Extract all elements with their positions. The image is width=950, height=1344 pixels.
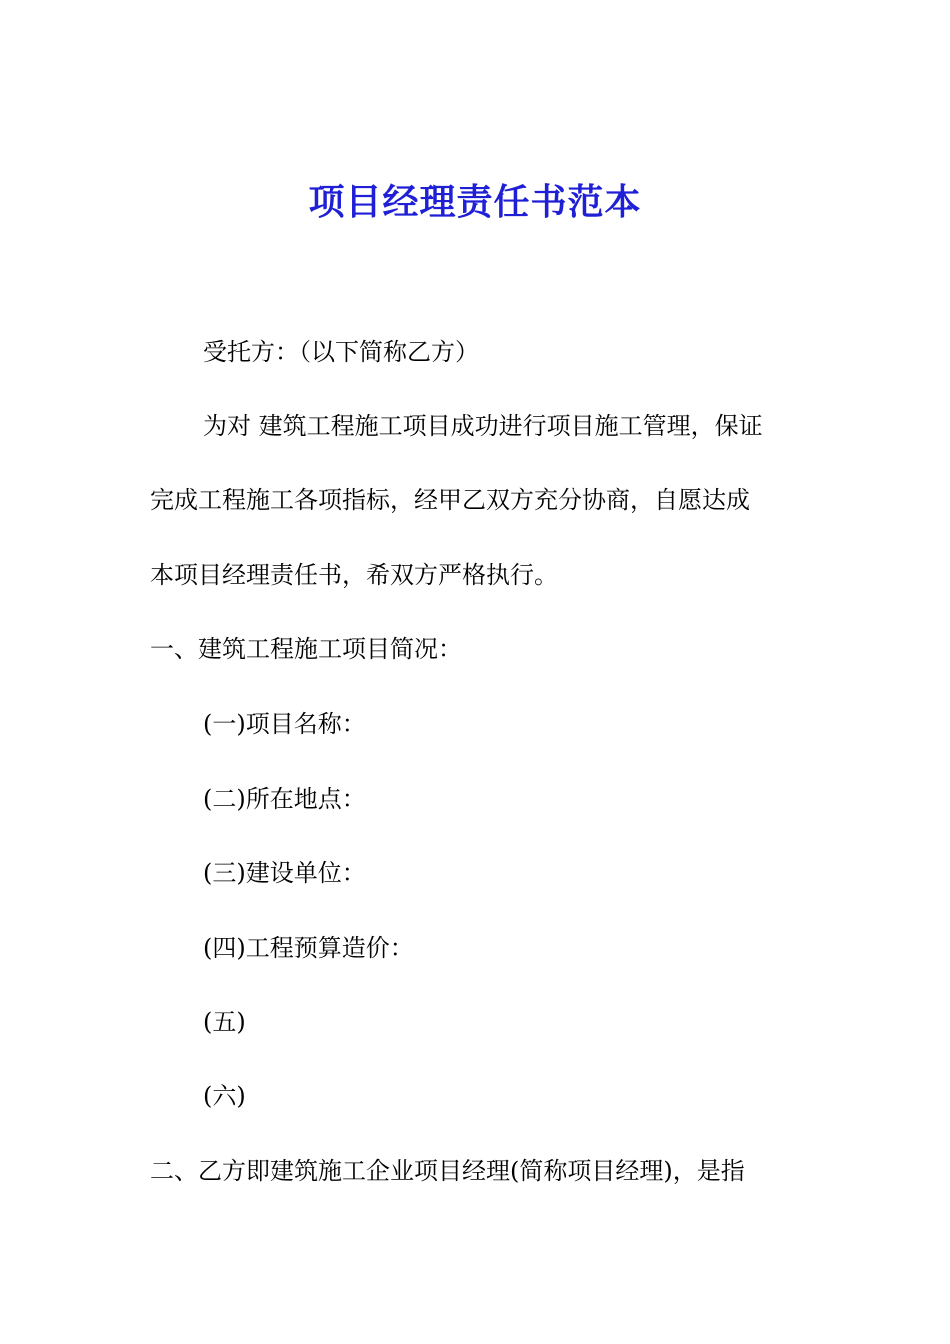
list-item-project-name: (一)项目名称： [203,710,366,738]
list-item-location: (二)所在地点： [203,785,366,813]
paragraph-line-entrusted-party: 受托方：（以下简称乙方） [203,338,479,366]
paragraph-line-intro-2: 完成工程施工各项指标，经甲乙双方充分协商，自愿达成 [150,486,750,514]
list-item-five: (五) [203,1008,246,1036]
paragraph-line-intro-1: 为对 建筑工程施工项目成功进行项目施工管理，保证 [203,412,763,440]
list-item-construction-unit: (三)建设单位： [203,859,366,887]
document-title: 项目经理责任书范本 [308,181,642,223]
list-item-budget: (四)工程预算造价： [203,934,414,962]
section-heading-project-manager: 二、乙方即建筑施工企业项目经理(简称项目经理)，是指 [150,1157,745,1185]
section-heading-project-overview: 一、建筑工程施工项目简况： [150,635,462,663]
paragraph-line-intro-3: 本项目经理责任书，希双方严格执行。 [150,561,558,589]
list-item-six: (六) [203,1082,246,1110]
